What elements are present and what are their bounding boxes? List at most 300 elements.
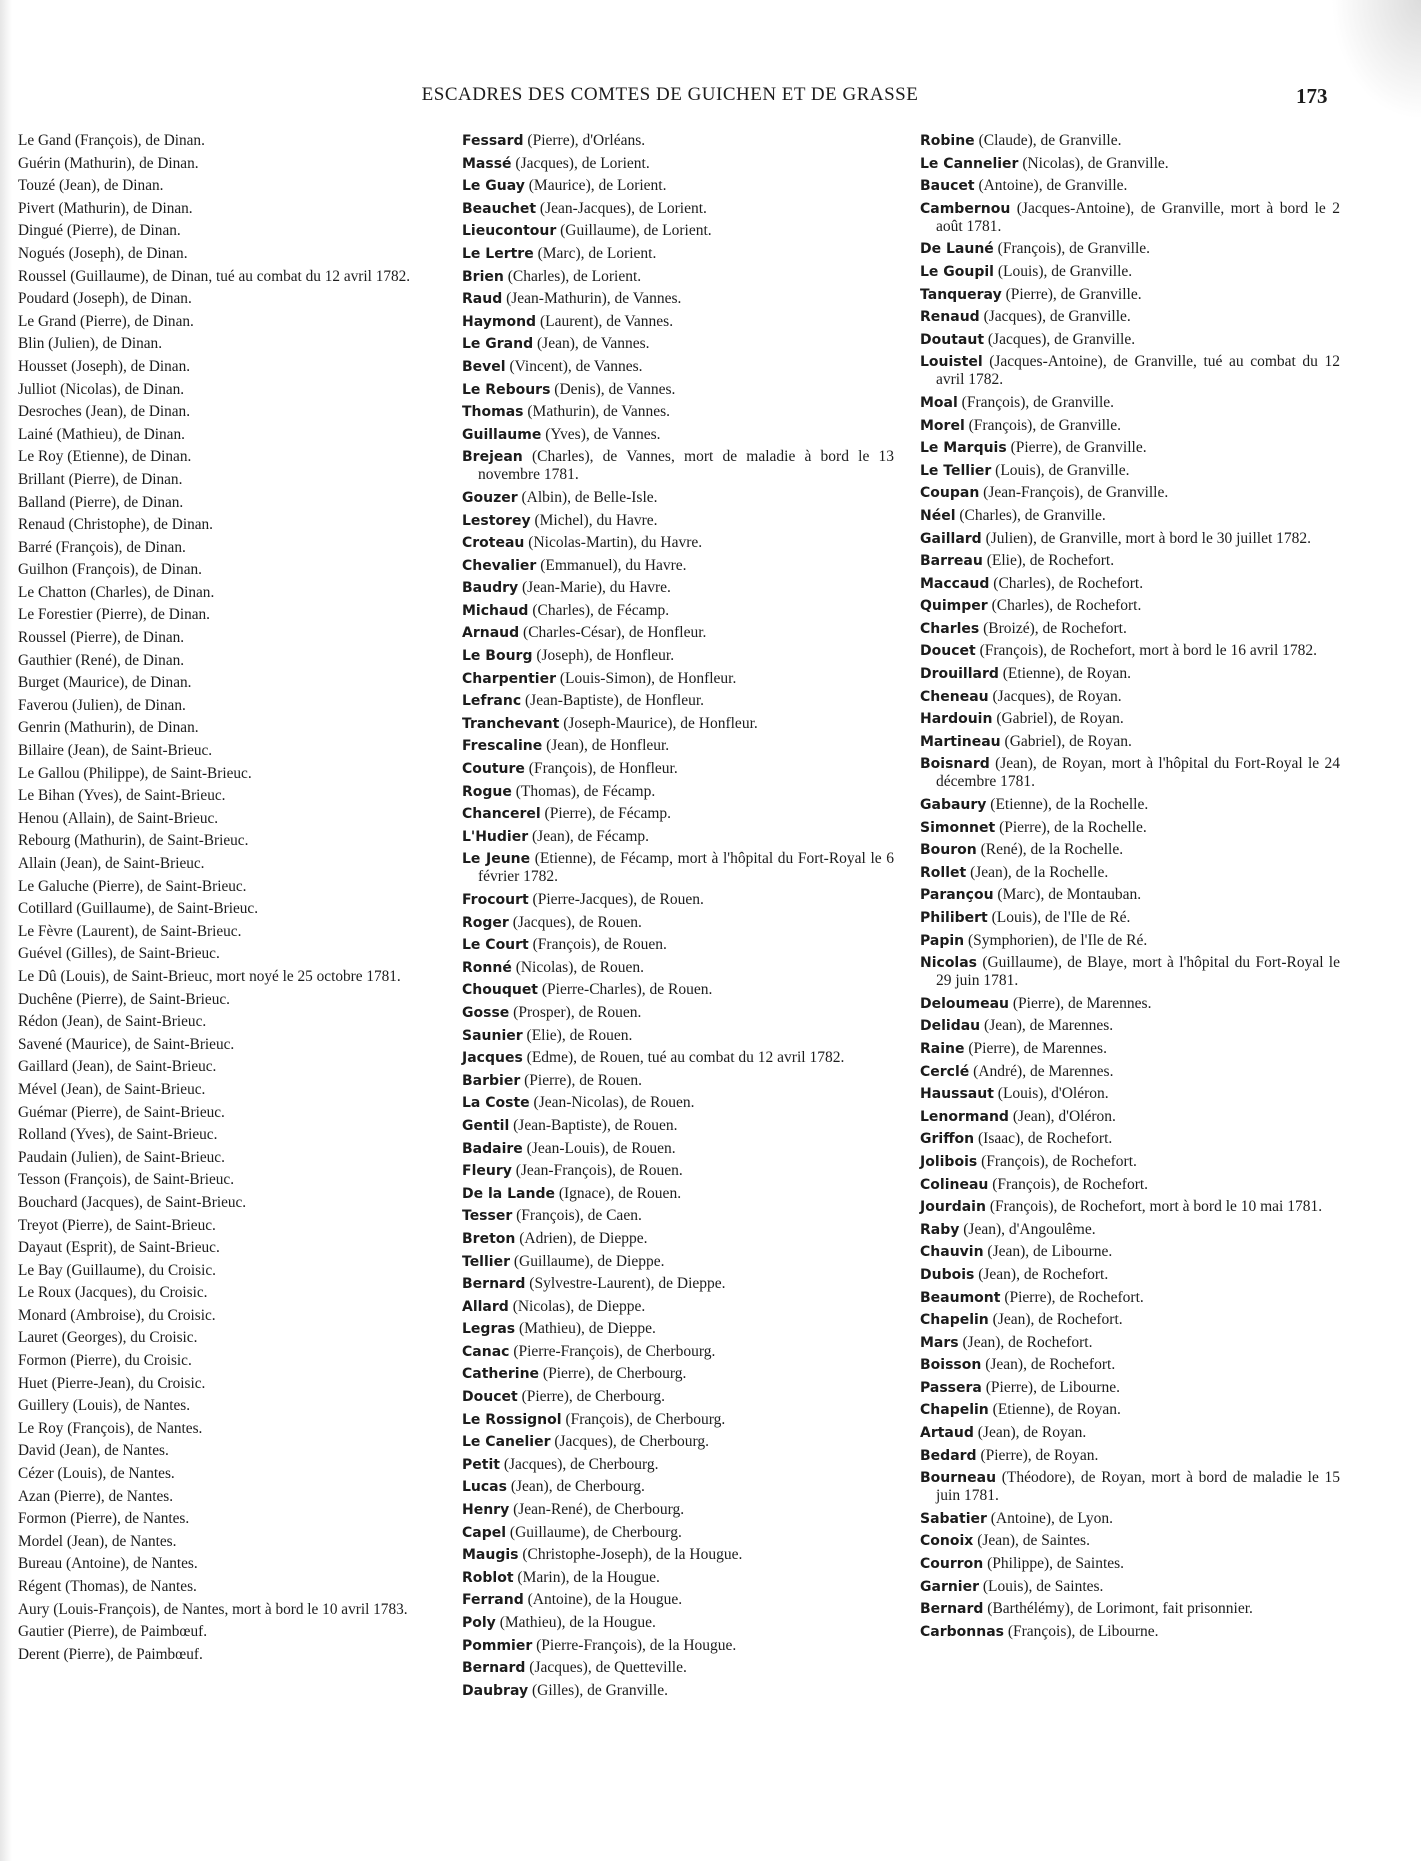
- roster-entry: [462, 381, 894, 399]
- entry-details: (Gilles), de Granville.: [528, 1681, 668, 1699]
- entry-details: (Joseph-Maurice), de Honfleur.: [559, 714, 758, 732]
- roster-entry: [920, 932, 1340, 950]
- entry-surname: Poudard: [18, 290, 69, 308]
- roster-entry: [462, 512, 894, 530]
- entry-surname: Le Marquis: [920, 440, 1007, 457]
- entry-surname: De la Lande: [462, 1185, 555, 1202]
- roster-entry: [18, 381, 450, 399]
- roster-entry: [18, 1307, 450, 1325]
- roster-entry: [462, 222, 894, 240]
- entry-details: (Pierre), de Dinan.: [64, 470, 183, 488]
- entry-surname: Cézer: [18, 1465, 54, 1483]
- entry-details: (Jean), de Cherbourg.: [506, 1478, 645, 1496]
- roster-entry: [462, 290, 894, 308]
- roster-entry: [920, 1311, 1340, 1329]
- entry-surname: Thomas: [462, 404, 524, 421]
- roster-entry: [462, 1185, 894, 1203]
- roster-entry: [18, 1465, 450, 1483]
- entry-details: (Pierre), de Dinan.: [65, 493, 184, 511]
- entry-details: (Louis), de Nantes.: [68, 1397, 191, 1415]
- roster-entry: [18, 900, 450, 918]
- roster-entry: [18, 991, 450, 1009]
- roster-entry: [920, 1600, 1340, 1618]
- roster-entry: [462, 1569, 894, 1587]
- roster-entry: [920, 620, 1340, 638]
- entry-surname: Frocourt: [462, 892, 529, 908]
- entry-surname: Le Roy: [18, 1419, 64, 1437]
- entry-surname: Gouzer: [462, 489, 518, 506]
- entry-details: (Mathieu), de la Hougue.: [495, 1614, 656, 1631]
- roster-entry: [18, 584, 450, 602]
- entry-details: (Julien), de Dinan.: [44, 335, 163, 353]
- entry-surname: Formon: [18, 1352, 67, 1370]
- entry-details: (Mathurin), de Vannes.: [523, 403, 671, 421]
- roster-entry: [920, 1243, 1340, 1261]
- entry-details: (Jean-Baptiste), de Rouen.: [509, 1116, 678, 1134]
- entry-details: (Joseph), de Dinan.: [69, 290, 192, 308]
- entry-details: (Jacques), du Croisic.: [71, 1284, 208, 1302]
- roster-entry: [18, 697, 450, 715]
- entry-details: (François), de Granville.: [957, 393, 1115, 411]
- entry-surname: Le Galuche: [18, 877, 89, 895]
- entry-surname: Guilhon: [18, 561, 69, 579]
- entry-details: (Pierre), de Fécamp.: [540, 805, 672, 823]
- entry-details: (Sylvestre-Laurent), de Dieppe.: [525, 1275, 726, 1293]
- entry-details: (Charles), de Rochefort.: [987, 597, 1142, 615]
- entry-details: (Pierre), de Dinan.: [92, 606, 210, 624]
- entry-surname: Guillaume: [462, 426, 542, 443]
- entry-surname: Artaud: [920, 1425, 974, 1442]
- entry-details: (Pierre-Jacques), de Rouen.: [528, 891, 704, 908]
- roster-entry: [462, 602, 894, 620]
- column-2: [462, 132, 894, 1704]
- entry-surname: Allard: [462, 1298, 509, 1315]
- entry-surname: Tesser: [462, 1208, 513, 1225]
- roster-entry: [462, 1456, 894, 1474]
- entry-details: (Pierre-Charles), de Rouen.: [538, 981, 713, 999]
- entry-details: (Nicolas-Martin), du Havre.: [524, 534, 703, 552]
- entry-surname: Pivert: [18, 199, 55, 217]
- roster-entry: [462, 1117, 894, 1135]
- entry-details: (Guillaume), de Dinan, tué au combat du 12 avril 1782.: [66, 267, 411, 285]
- entry-surname: Barré: [18, 538, 52, 556]
- entry-details: (Charles), de Lorient.: [503, 267, 642, 285]
- entry-details: (Julien), de Granville, mort à bord le 30 juillet 1782.: [981, 529, 1312, 547]
- entry-details: (François), de Rochefort.: [977, 1152, 1137, 1170]
- entry-details: (Pierre), d'Orléans.: [523, 132, 646, 149]
- entry-surname: Coupan: [920, 485, 980, 502]
- entry-surname: Le Lertre: [462, 245, 534, 262]
- entry-surname: Chauvin: [920, 1244, 984, 1261]
- roster-entry: [462, 828, 894, 846]
- roster-entry: [920, 132, 1340, 150]
- roster-entry: [920, 1040, 1340, 1058]
- roster-entry: [920, 819, 1340, 837]
- entry-details: (Jean), de Saint-Brieuc.: [57, 1080, 206, 1098]
- roster-entry: [920, 1221, 1340, 1239]
- entry-details: (Jean-Baptiste), de Honfleur.: [521, 692, 705, 710]
- roster-entry: [18, 268, 450, 286]
- entry-surname: Brejean: [462, 449, 523, 466]
- entry-surname: Bernard: [462, 1660, 526, 1677]
- entry-details: (Théodore), de Royan, mort à bord de maladie le 15 juin 1781.: [936, 1469, 1340, 1505]
- entry-details: (Nicolas), de Dieppe.: [508, 1297, 646, 1315]
- roster-entry: [462, 177, 894, 195]
- entry-surname: Saunier: [462, 1027, 523, 1044]
- entry-details: (Jean-Mathurin), de Vannes.: [502, 290, 682, 308]
- entry-details: (Pierre), de Saint-Brieuc.: [58, 1216, 216, 1234]
- roster-entry: [462, 647, 894, 665]
- roster-entry: [462, 1072, 894, 1090]
- roster-entry: [920, 1289, 1340, 1307]
- roster-entry: [462, 1253, 894, 1271]
- entry-details: (Pierre), de Nantes.: [66, 1510, 190, 1528]
- entry-surname: Balland: [18, 493, 66, 511]
- entry-details: (Pierre), de Royan.: [976, 1446, 1099, 1464]
- entry-surname: Dingué: [18, 222, 64, 240]
- entry-details: (Mathurin), de Dinan.: [54, 199, 193, 217]
- entry-surname: Ferrand: [462, 1592, 524, 1609]
- entry-surname: Canac: [462, 1343, 510, 1360]
- roster-entry: [18, 245, 450, 263]
- entry-surname: Lestorey: [462, 512, 531, 529]
- entry-details: (Jacques), de Granville.: [979, 308, 1131, 326]
- entry-surname: Bernard: [462, 1276, 526, 1293]
- roster-entry: [462, 1388, 894, 1406]
- entry-surname: Julliot: [18, 380, 57, 398]
- roster-entry: [18, 1375, 450, 1393]
- roster-entry: [920, 308, 1340, 326]
- entry-surname: Bourneau: [920, 1470, 997, 1487]
- entry-details: (Jean), d'Oléron.: [1008, 1107, 1116, 1125]
- entry-surname: Badaire: [462, 1140, 523, 1157]
- roster-entry: [462, 1298, 894, 1316]
- entry-surname: Couture: [462, 761, 525, 778]
- entry-surname: Mével: [18, 1080, 58, 1098]
- entry-surname: Le Forestier: [18, 606, 93, 624]
- entry-surname: Bouchard: [18, 1193, 78, 1211]
- entry-surname: Burget: [18, 674, 60, 692]
- entry-details: (Pierre), de Cherbourg.: [517, 1388, 666, 1406]
- entry-details: (Pierre), de Rouen.: [520, 1071, 643, 1089]
- entry-surname: Le Rebours: [462, 381, 551, 398]
- entry-surname: Beaumont: [920, 1289, 1001, 1306]
- column-1: [18, 132, 450, 1668]
- entry-surname: Roussel: [18, 267, 67, 285]
- entry-surname: Cotillard: [18, 900, 73, 918]
- entry-details: (François), de Libourne.: [1003, 1622, 1159, 1640]
- roster-entry: [462, 1411, 894, 1429]
- entry-surname: Guérin: [18, 154, 61, 172]
- roster-entry: [462, 1433, 894, 1451]
- roster-entry: [462, 1682, 894, 1700]
- roster-entry: [462, 426, 894, 444]
- roster-entry: [462, 1094, 894, 1112]
- roster-entry: [18, 945, 450, 963]
- entry-surname: Charles: [920, 620, 980, 637]
- entry-details: (Isaac), de Rochefort.: [974, 1130, 1113, 1148]
- entry-surname: Blin: [18, 335, 45, 353]
- entry-details: (Jean), de Fécamp.: [528, 827, 650, 845]
- entry-surname: Brillant: [18, 470, 65, 488]
- roster-entry: [18, 832, 450, 850]
- entry-details: (Joseph), de Dinan.: [67, 357, 191, 375]
- entry-details: (Jacques), de Royan.: [988, 687, 1122, 705]
- roster-entry: [18, 403, 450, 421]
- roster-entry: [18, 1081, 450, 1099]
- entry-details: (Georges), du Croisic.: [57, 1329, 198, 1347]
- roster-entry: [462, 489, 894, 507]
- entry-surname: Gentil: [462, 1117, 510, 1134]
- entry-details: (Etienne), de Dinan.: [63, 448, 192, 466]
- entry-surname: Daubray: [462, 1682, 529, 1699]
- roster-entry: [920, 286, 1340, 304]
- entry-details: (Jacques), de Cherbourg.: [550, 1433, 710, 1451]
- entry-details: (Charles), de Rochefort.: [989, 574, 1144, 592]
- entry-details: (Joseph), de Dinan.: [64, 244, 188, 262]
- roster-entry: [18, 539, 450, 557]
- entry-surname: Le Dû: [18, 967, 57, 985]
- entry-details: (Prosper), de Rouen.: [509, 1003, 642, 1021]
- entry-details: (Guillaume), de Lorient.: [556, 222, 712, 240]
- entry-details: (Jean), de Rochefort.: [958, 1333, 1093, 1351]
- roster-entry: [462, 579, 894, 597]
- entry-surname: Formon: [18, 1510, 67, 1528]
- roster-entry: [920, 1334, 1340, 1352]
- entry-surname: Jourdain: [920, 1199, 986, 1216]
- entry-details: (Pierre), de Cherbourg.: [539, 1365, 687, 1383]
- roster-entry: [18, 1442, 450, 1460]
- entry-details: (Pierre-François), de Cherbourg.: [509, 1342, 716, 1360]
- entry-surname: Chapelin: [920, 1402, 989, 1419]
- roster-entry: [462, 1049, 894, 1067]
- entry-surname: Guémar: [18, 1103, 68, 1121]
- entry-surname: Le Goupil: [920, 263, 994, 280]
- roster-entry: [18, 719, 450, 737]
- entry-details: (Laurent), de Saint-Brieuc.: [72, 922, 242, 940]
- entry-details: (Claude), de Granville.: [974, 132, 1122, 149]
- roster-entry: [462, 715, 894, 733]
- roster-entry: [18, 516, 450, 534]
- entry-details: (Antoine), de Granville.: [974, 177, 1128, 195]
- entry-surname: Renaud: [18, 516, 65, 534]
- roster-entry: [462, 692, 894, 710]
- entry-details: (Nicolas), de Dinan.: [56, 380, 185, 398]
- entry-details: (Louis), de Saint-Brieuc, mort noyé le 25 octobre 1781.: [56, 967, 401, 985]
- roster-entry: [18, 1623, 450, 1641]
- entry-details: (Charles), de Granville.: [955, 506, 1106, 524]
- entry-surname: Colineau: [920, 1176, 989, 1193]
- roster-entry: [920, 1085, 1340, 1103]
- entry-surname: Bedard: [920, 1447, 977, 1464]
- entry-surname: Lainé: [18, 425, 53, 443]
- entry-surname: Le Fèvre: [18, 922, 73, 940]
- entry-surname: Tranchevant: [462, 715, 560, 732]
- entry-surname: Housset: [18, 357, 68, 375]
- entry-surname: Le Bihan: [18, 787, 75, 805]
- entry-surname: Doucet: [920, 643, 976, 660]
- entry-surname: Morel: [920, 417, 965, 434]
- entry-surname: Mars: [920, 1334, 959, 1351]
- entry-details: (François), de Cherbourg.: [561, 1410, 726, 1428]
- entry-surname: Le Guay: [462, 178, 525, 195]
- entry-details: (Pierre), de Rochefort.: [1000, 1288, 1144, 1306]
- entry-details: (Gabriel), de Royan.: [1000, 732, 1132, 750]
- roster-entry: [18, 313, 450, 331]
- roster-entry: [920, 710, 1340, 728]
- entry-surname: Duchêne: [18, 990, 73, 1008]
- entry-details: (Jean-René), de Cherbourg.: [509, 1501, 685, 1519]
- roster-entry: [920, 1578, 1340, 1596]
- entry-details: (Jean), de Saint-Brieuc.: [68, 1058, 217, 1076]
- entry-surname: Aury: [18, 1600, 50, 1618]
- entry-surname: Allain: [18, 855, 57, 872]
- scan-margin: [0, 0, 12, 1861]
- roster-entry: [18, 923, 450, 941]
- entry-surname: Louistel: [920, 354, 983, 371]
- entry-surname: Tellier: [462, 1253, 510, 1270]
- entry-details: (Barthélémy), de Lorimont, fait prisonnier.: [983, 1600, 1253, 1618]
- roster-entry: [18, 606, 450, 624]
- entry-surname: Gaillard: [18, 1058, 69, 1076]
- entry-surname: Lenormand: [920, 1108, 1009, 1125]
- entry-surname: Boisnard: [920, 756, 990, 773]
- roster-entry: [462, 1162, 894, 1180]
- entry-surname: Haymond: [462, 313, 537, 330]
- roster-entry: [18, 742, 450, 760]
- entry-surname: Charpentier: [462, 670, 556, 687]
- entry-surname: Raine: [920, 1040, 965, 1057]
- roster-entry: [462, 358, 894, 376]
- roster-entry: [18, 1284, 450, 1302]
- entry-details: (Louis), de Nantes.: [53, 1465, 175, 1483]
- roster-entry: [462, 534, 894, 552]
- roster-entry: [462, 557, 894, 575]
- entry-details: (Ignace), de Rouen.: [554, 1184, 682, 1202]
- entry-surname: Lauret: [18, 1329, 58, 1347]
- entry-surname: Azan: [18, 1487, 51, 1505]
- entry-surname: Gautier: [18, 1623, 64, 1641]
- entry-surname: Gaillard: [920, 530, 982, 547]
- entry-details: (Marc), de Lorient.: [533, 244, 657, 262]
- roster-entry: [18, 1058, 450, 1076]
- roster-entry: [462, 1614, 894, 1632]
- entry-details: (Marin), de la Hougue.: [513, 1568, 660, 1586]
- entry-details: (Pierre-Jean), du Croisic.: [47, 1374, 206, 1392]
- entry-details: (Mathieu), de Dieppe.: [515, 1320, 656, 1338]
- roster-entry: [462, 1027, 894, 1045]
- entry-surname: De Launé: [920, 241, 994, 258]
- roster-entry: [18, 1036, 450, 1054]
- roster-entry: [18, 222, 450, 240]
- roster-entry: [462, 891, 894, 909]
- entry-details: (Adrien), de Dieppe.: [515, 1229, 648, 1247]
- entry-details: (François), de Caen.: [512, 1207, 642, 1225]
- roster-entry: [920, 484, 1340, 502]
- entry-details: (Jean), d'Angoulême.: [959, 1220, 1096, 1238]
- entry-surname: Billaire: [18, 742, 64, 760]
- entry-details: (Vincent), de Vannes.: [505, 357, 643, 375]
- entry-details: (Laurent), de Vannes.: [536, 312, 674, 330]
- roster-entry: [920, 575, 1340, 593]
- entry-surname: La Coste: [462, 1095, 530, 1112]
- entry-details: (Charles), de Vannes, mort de maladie à bord le 13 novembre 1781.: [478, 448, 894, 484]
- entry-details: (Edme), de Rouen, tué au combat du 12 avril 1782.: [522, 1049, 845, 1067]
- entry-details: (Pierre), de Dinan.: [63, 222, 181, 240]
- roster-entry: [462, 155, 894, 173]
- roster-entry: [462, 1365, 894, 1383]
- entry-details: (Pierre), de Libourne.: [981, 1378, 1121, 1396]
- roster-entry: [18, 855, 450, 873]
- entry-details: (Louis-François), de Nantes, mort à bord le 10 avril 1783.: [49, 1600, 408, 1618]
- entry-details: (Jacques-Antoine), de Granville, tué au combat du 12 avril 1782.: [936, 353, 1340, 389]
- entry-surname: Pommier: [462, 1637, 533, 1654]
- entry-details: (Pierre), de Marennes.: [964, 1039, 1107, 1057]
- roster-entry: [462, 1207, 894, 1225]
- entry-details: (Etienne), de Royan.: [998, 665, 1132, 683]
- entry-surname: Renaud: [920, 309, 980, 326]
- entry-details: (Jean), de Rochefort.: [974, 1265, 1109, 1283]
- entry-details: (Jacques), de Quetteville.: [525, 1659, 687, 1677]
- roster-entry: [18, 448, 450, 466]
- roster-entry: [920, 552, 1340, 570]
- entry-surname: Massé: [462, 155, 512, 172]
- entry-surname: Rédon: [18, 1013, 58, 1031]
- entry-details: (Christophe), de Dinan.: [64, 516, 213, 534]
- roster-entry: [18, 1013, 450, 1031]
- entry-details: (Christophe-Joseph), de la Hougue.: [518, 1546, 743, 1564]
- entry-details: (Pierre), de Marennes.: [1009, 994, 1152, 1012]
- entry-details: (Jean), de la Rochelle.: [966, 863, 1109, 881]
- entry-details: (Pierre), de Paimbœuf.: [59, 1645, 203, 1663]
- entry-surname: Capel: [462, 1524, 507, 1541]
- roster-entry: [920, 665, 1340, 683]
- roster-entry: [920, 796, 1340, 814]
- entry-details: (Allain), de Saint-Brieuc.: [58, 809, 219, 827]
- roster-entry: [462, 959, 894, 977]
- entry-details: (Jean), de Honfleur.: [542, 737, 670, 755]
- entry-details: (Jacques), de Rouen.: [508, 913, 642, 931]
- entry-surname: Simonnet: [920, 819, 996, 836]
- roster-entry: [920, 507, 1340, 525]
- entry-surname: Guillery: [18, 1397, 69, 1415]
- entry-surname: Dayaut: [18, 1239, 63, 1257]
- roster-entry: [920, 353, 1340, 389]
- entry-surname: Ronné: [462, 959, 512, 976]
- roster-entry: [462, 1275, 894, 1293]
- entry-surname: Fessard: [462, 133, 524, 149]
- roster-entry: [920, 462, 1340, 480]
- roster-entry: [462, 1320, 894, 1338]
- entry-surname: Jacques: [462, 1050, 523, 1067]
- entry-details: (Pierre), de la Rochelle.: [995, 818, 1147, 836]
- roster-entry: [18, 1262, 450, 1280]
- entry-details: (Jean), de Saint-Brieuc.: [63, 742, 213, 760]
- entry-details: (Broizé), de Rochefort.: [979, 619, 1127, 637]
- entry-details: (Louis), de Saintes.: [979, 1577, 1104, 1595]
- entry-surname: Chancerel: [462, 806, 541, 823]
- roster-entry: [18, 358, 450, 376]
- entry-details: (François), de Nantes.: [63, 1419, 203, 1437]
- entry-details: (Louis), de Granville.: [994, 262, 1133, 280]
- entry-details: (Charles), de Dinan.: [86, 583, 215, 601]
- entry-surname: Tesson: [18, 1171, 61, 1189]
- roster-entry: [920, 1469, 1340, 1505]
- entry-surname: Brien: [462, 268, 504, 285]
- roster-entry: [18, 1149, 450, 1167]
- entry-details: (Jean), de Rochefort.: [988, 1311, 1123, 1329]
- entry-details: (Mathurin), de Dinan.: [60, 154, 199, 172]
